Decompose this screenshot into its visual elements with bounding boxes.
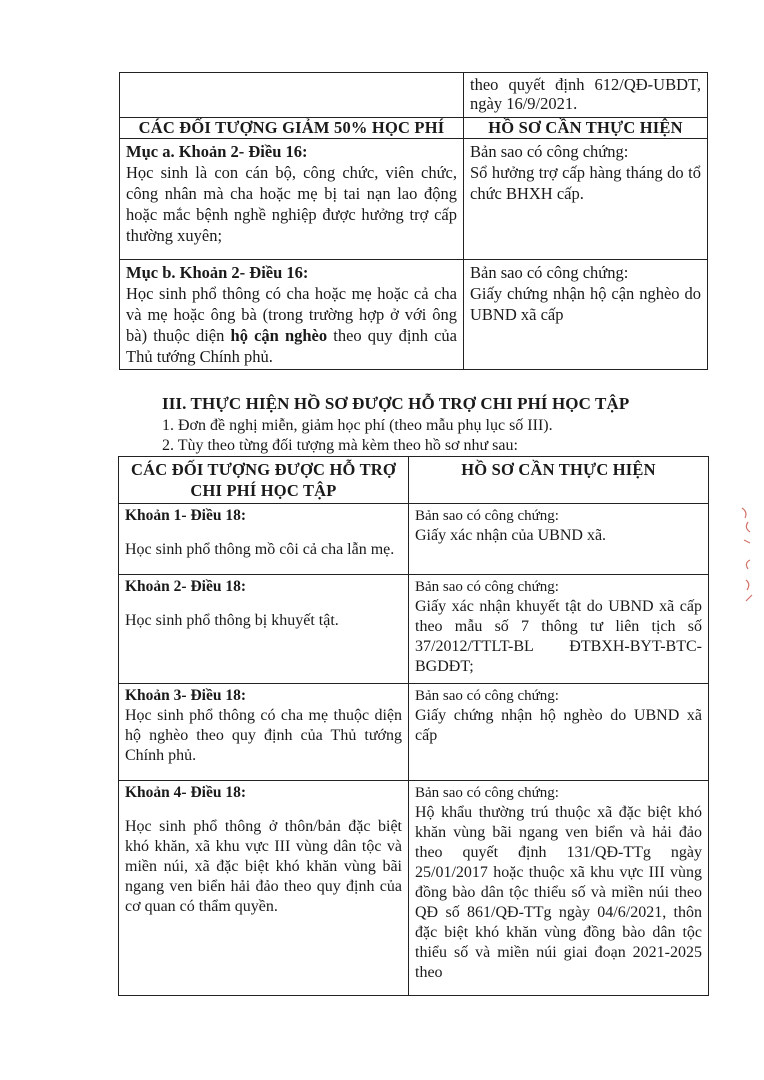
column-header-documents: HỒ SƠ CẦN THỰC HIỆN (464, 118, 708, 139)
table-cell (409, 781, 709, 996)
table-header-row (120, 118, 708, 139)
table-cell (409, 684, 709, 781)
row-description: Học sinh phổ thông ở thôn/bản đặc biệt khó khăn, xã khu vực III vùng dân tộc và miền núi, xã đặc biệt khó khăn vùng bãi ngang ven biển hải đảo theo quy định của cơ quan có thẩm quyền. (125, 818, 402, 915)
table-cell (119, 575, 409, 684)
table-row (119, 575, 709, 684)
row-heading: Khoản 2- Điều 18: (125, 578, 246, 595)
row-description: Học sinh phổ thông bị khuyết tật. (125, 612, 339, 629)
row-description: Học sinh phổ thông mồ côi cả cha lẫn mẹ. (125, 541, 395, 558)
document-text: Giấy xác nhận của UBND xã. (415, 527, 607, 544)
row-heading: Khoản 3- Điều 18: (125, 687, 246, 704)
table-cell (119, 504, 409, 575)
table-cell (409, 504, 709, 575)
table-cell (464, 260, 708, 370)
table-row (119, 504, 709, 575)
column-header-documents: HỒ SƠ CẦN THỰC HIỆN (409, 457, 709, 504)
document-note: Bản sao có công chứng: (470, 263, 629, 282)
column-header-subjects: CÁC ĐỐI TƯỢNG ĐƯỢC HỖ TRỢ CHI PHÍ HỌC TẬP (119, 457, 409, 504)
document-text: Hộ khẩu thường trú thuộc xã đặc biệt khó khăn vùng bãi ngang ven biển và hải đảo theo quyết định 131/QĐ-TTg ngày 25/01/2017 hoặc thuộc xã khu vực III vùng đồng bào dân tộc thiểu số và miền núi theo QĐ số 861/QĐ-TTg ngày 04/6/2021, thôn đặc biệt khó khăn vùng đồng bào dân tộc thiểu số và miền núi giai đoạn 2021-2025 theo (415, 804, 702, 981)
table-cell (119, 684, 409, 781)
emphasis-text: hộ cận nghèo (230, 326, 328, 345)
list-item: 2. Tùy theo từng đối tượng mà kèm theo hồ sơ như sau: (162, 437, 518, 454)
document-note: Bản sao có công chứng: (415, 579, 559, 595)
table-cell (464, 139, 708, 260)
section-title: III. THỰC HIỆN HỒ SƠ ĐƯỢC HỖ TRỢ CHI PHÍ HỌC TẬP (162, 394, 630, 413)
document-note: Bản sao có công chứng: (415, 688, 559, 704)
handwritten-mark (738, 500, 760, 610)
row-heading: Mục b. Khoản 2- Điều 16: (126, 263, 309, 282)
table-cell (464, 73, 708, 118)
table-row (119, 684, 709, 781)
document-text: Sổ hưởng trợ cấp hàng tháng do tổ chức BHXH cấp. (470, 163, 701, 203)
row-heading: Mục a. Khoản 2- Điều 16: (126, 142, 308, 161)
document-note: Bản sao có công chứng: (415, 508, 559, 524)
row-description: Học sinh phổ thông có cha mẹ thuộc diện hộ nghèo theo quy định của Thủ tướng Chính phủ. (125, 707, 402, 764)
table-header-row (119, 457, 709, 504)
list-item: 1. Đơn đề nghị miễn, giảm học phí (theo mẫu phụ lục số III). (162, 417, 553, 434)
table-row (120, 73, 708, 118)
reduction-table (119, 72, 708, 370)
table-cell (409, 575, 709, 684)
document-text: Giấy xác nhận khuyết tật do UBND xã cấp theo mẫu số 7 thông tư liên tịch số 37/2012/TTLT-BL ĐTBXH-BYT-BTC-BGDĐT; (415, 598, 702, 675)
table-cell-empty (120, 73, 464, 118)
table-cell (120, 139, 464, 260)
continued-text: theo quyết định 612/QĐ-UBDT, ngày 16/9/2021. (470, 75, 701, 113)
table-row (120, 260, 708, 370)
row-description: Học sinh là con cán bộ, công chức, viên chức, công nhân mà cha hoặc mẹ bị tai nạn lao động hoặc mắc bệnh nghề nghiệp được hưởng trợ cấp thường xuyên; (126, 163, 457, 245)
column-header-subjects: CÁC ĐỐI TƯỢNG GIẢM 50% HỌC PHÍ (120, 118, 464, 139)
document-text: Giấy chứng nhận hộ cận nghèo do UBND xã cấp (470, 284, 701, 324)
row-description: Học sinh phổ thông có cha hoặc mẹ hoặc cả cha và mẹ hoặc ông bà (trong trường hợp ở với ông bà) thuộc diện hộ cận nghèo theo quy định của Thủ tướng Chính phủ. (126, 284, 458, 366)
table-cell (119, 781, 409, 996)
table-row (119, 781, 709, 996)
document-note: Bản sao có công chứng: (415, 785, 559, 801)
document-note: Bản sao có công chứng: (470, 142, 629, 161)
row-heading: Khoản 1- Điều 18: (125, 507, 246, 524)
table-row (120, 139, 708, 260)
document-text: Giấy chứng nhận hộ nghèo do UBND xã cấp (415, 707, 702, 744)
table-cell (120, 260, 464, 370)
row-heading: Khoản 4- Điều 18: (125, 784, 246, 801)
support-table (118, 456, 709, 996)
